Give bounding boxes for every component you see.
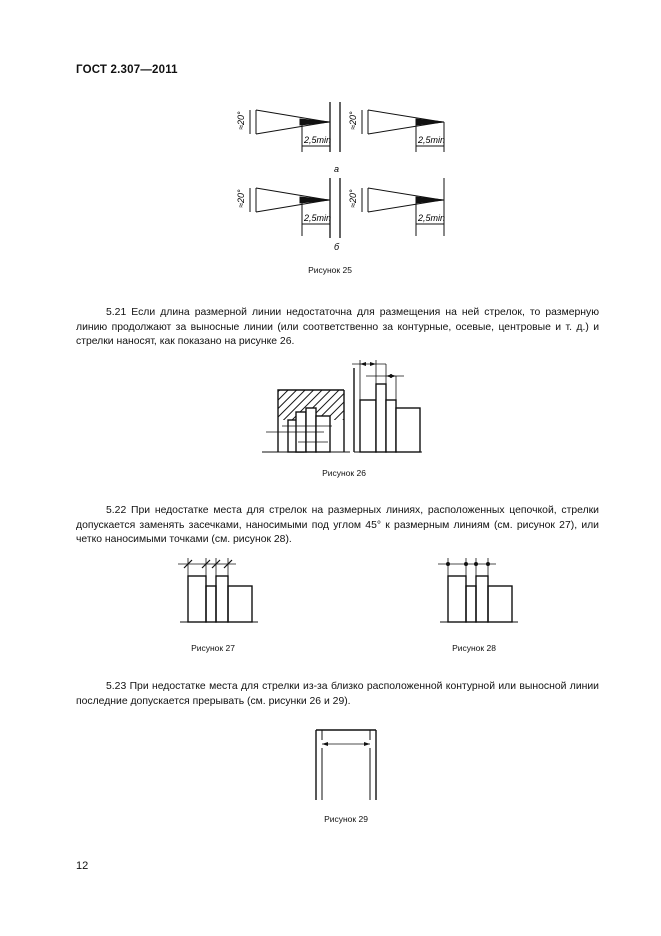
fig25-a-left-angle: ≈20° bbox=[236, 111, 246, 130]
fig25-b-right-angle: ≈20° bbox=[348, 189, 358, 208]
figure-26 bbox=[262, 356, 426, 456]
section-5-21-text: 5.21 Если длина размерной линии недостаточна для размещения на ней стрелок, то размерную линию продолжают за выносные линии (или соответственно за контурные, осевые, центровые и т. д.) и стрелки наносят, как показано на рисунке 26. bbox=[76, 307, 599, 348]
page-number: 12 bbox=[76, 860, 89, 872]
fig25-a-left-length: 2,5min bbox=[304, 135, 332, 145]
fig25-label-b: б bbox=[334, 242, 340, 252]
fig25-b-left-arrow bbox=[250, 178, 330, 238]
section-5-23 bbox=[76, 680, 599, 709]
fig25-b-right-length: 2,5min bbox=[418, 213, 446, 223]
figure-27 bbox=[170, 554, 266, 634]
document-header: ГОСТ 2.307—2011 bbox=[76, 64, 178, 76]
fig25-caption: Рисунок 25 bbox=[308, 265, 352, 275]
fig26-caption: Рисунок 26 bbox=[322, 468, 366, 478]
section-5-22 bbox=[76, 504, 599, 548]
figure-29 bbox=[310, 728, 382, 802]
figure-28 bbox=[430, 554, 526, 634]
section-5-23-text: 5.23 При недостатке места для стрелки из-за близко расположенной контурной или выносной линии последние допускается прерывать (см. рисунки 26 и 29). bbox=[76, 681, 599, 707]
figure-25 bbox=[230, 96, 460, 256]
fig25-b-left-length: 2,5min bbox=[304, 213, 332, 223]
fig25-a-right-angle: ≈20° bbox=[348, 111, 358, 130]
fig25-a-right-length: 2,5min bbox=[418, 135, 446, 145]
fig25-label-a: а bbox=[334, 164, 340, 174]
section-5-21 bbox=[76, 306, 599, 350]
fig28-caption: Рисунок 28 bbox=[452, 643, 496, 653]
fig29-caption: Рисунок 29 bbox=[324, 814, 368, 824]
section-5-22-text: 5.22 При недостатке места для стрелок на размерных линиях, расположенных цепочкой, стрелки допускается заменять засечками, наносимыми под углом 45° к размерным линиям (см. рисунок 27), или четко наносимыми точками (см. рисунок 28). bbox=[76, 505, 599, 546]
fig27-caption: Рисунок 27 bbox=[191, 643, 235, 653]
fig25-b-left-angle: ≈20° bbox=[236, 189, 246, 208]
